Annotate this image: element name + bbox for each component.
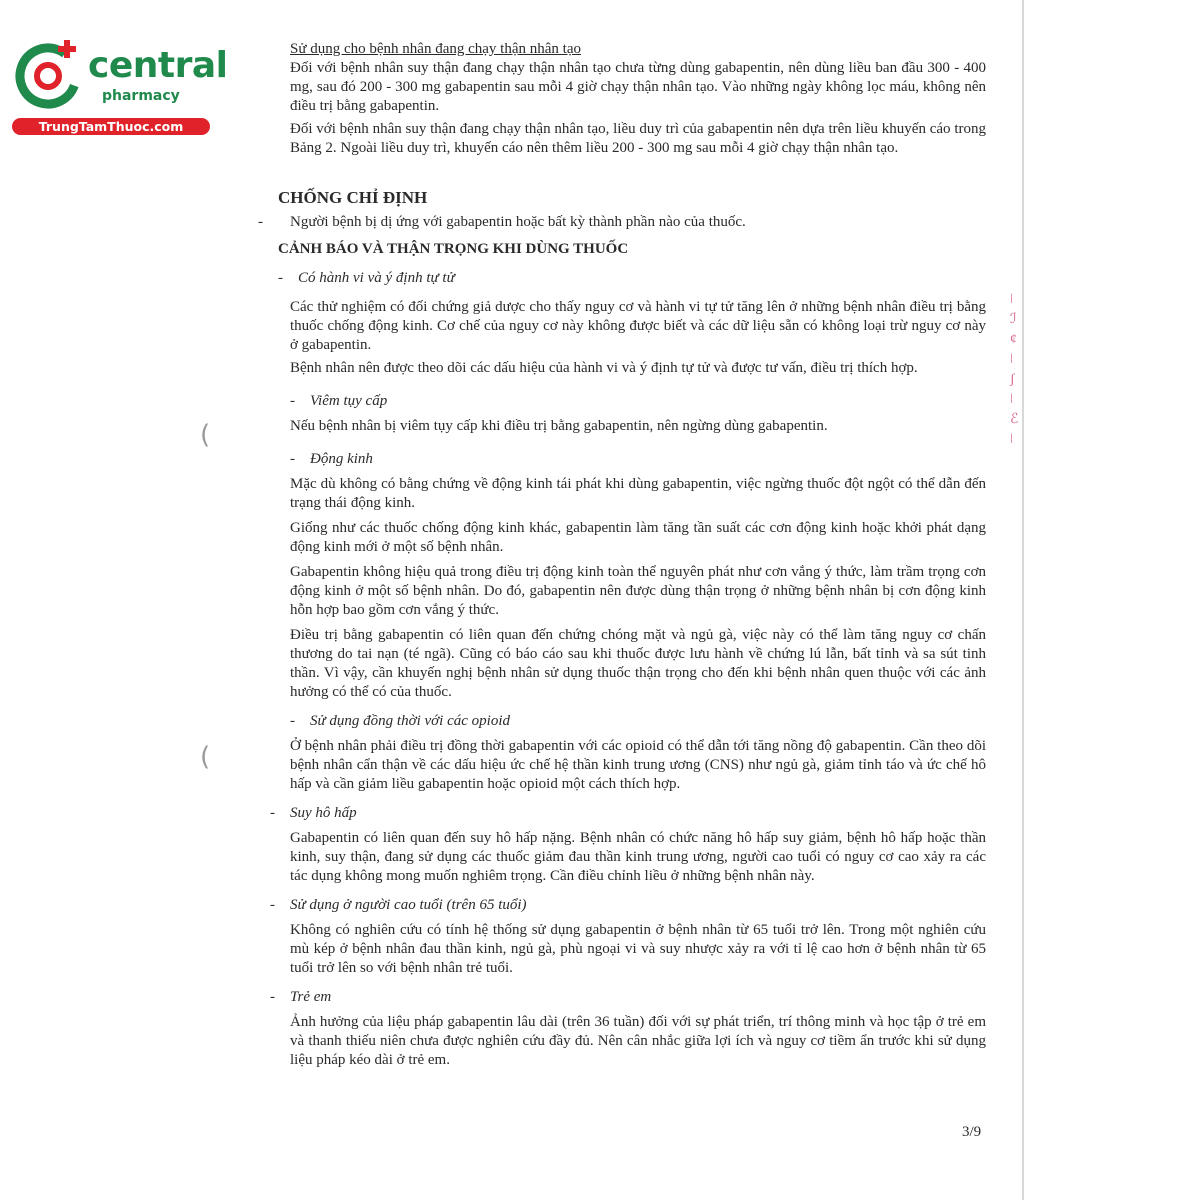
brand-subtitle: pharmacy (102, 88, 180, 104)
dash-bullet: - (290, 393, 295, 409)
dash-bullet: - (290, 451, 295, 467)
paragraph: Không có nghiên cứu có tính hệ thống sử dụng gabapentin ở bệnh nhân từ 65 tuổi trở lên. Trong một nghiên cứu mù kép ở bệnh nhân đau thần kinh, ngủ gà, phù ngoại vi và suy nhược xảy ra với tỉ lệ cao hơn ở bệnh nhân từ 65 tuổi trở lên so với bệnh nhân trẻ tuổi. (290, 922, 986, 976)
warnings-heading: CẢNH BÁO VÀ THẬN TRỌNG KHI DÙNG THUỐC (278, 241, 629, 257)
paragraph: Bệnh nhân nên được theo dõi các dấu hiệu của hành vi và ý định tự tử và được tư vấn, điều trị thích hợp. (290, 360, 918, 376)
subsection-title-text: Suy hô hấp (290, 805, 357, 821)
subsection-title (278, 450, 986, 469)
dash-bullet: - (258, 214, 263, 230)
subsection-title-text: Viêm tụy cấp (310, 393, 388, 409)
subsection-title-text: Sử dụng đồng thời với các opioid (310, 713, 511, 729)
page-number: 3/9 (962, 1124, 982, 1140)
subsection-title-text: Sử dụng ở người cao tuổi (trên 65 tuổi) (290, 897, 527, 913)
contraindication-text: Người bệnh bị dị ứng với gabapentin hoặc bất kỳ thành phần nào của thuốc. (290, 214, 746, 230)
paragraph: Gabapentin có liên quan đến suy hô hấp nặng. Bệnh nhân có chức năng hô hấp suy giảm, bệnh hô hấp hoặc thần kinh, suy thận, đang sử dụng các thuốc giảm đau thần kinh trung ương, người cao tuổi có nguy cơ cao xảy ra các tác dụng không mong muốn nghiêm trọng. Cần điều chỉnh liều ở những bệnh nhân này. (290, 830, 986, 884)
page-edge-divider (1022, 0, 1024, 1200)
paragraph: Đối với bệnh nhân suy thận đang chạy thận nhân tạo chưa từng dùng gabapentin, nên dùng liều ban đầu 300 - 400 mg, sau đó 200 - 300 mg gabapentin sau mỗi 4 giờ chạy thận nhân tạo. Vào những ngày không lọc máu, không nên điều trị bằng gabapentin. (290, 60, 986, 114)
subsection-title (278, 392, 986, 411)
subsection-title (270, 896, 986, 915)
subsection-title-text: Động kinh (310, 451, 373, 467)
subsection-title-text: Trẻ em (290, 989, 332, 1005)
binder-hole-mark: ( (200, 742, 211, 772)
subsection-title-text: Có hành vi và ý định tự tử (298, 270, 455, 286)
paragraph: Ở bệnh nhân phải điều trị đồng thời gabapentin với các opioid có thể dẫn tới tăng nồng độ gabapentin. Cần theo dõi bệnh nhân cẩn thận về các dấu hiệu ức chế hệ thần kinh trung ương (CNS) như ngủ gà, giảm tỉnh táo và ức chế hô hấp và cần giảm liều gabapentin hoặc opioid một cách thích hợp. (290, 738, 986, 792)
subsection-title (270, 988, 986, 1007)
subsection-title (278, 269, 986, 288)
contraindications-heading: CHỐNG CHỈ ĐỊNH (278, 188, 428, 207)
subsection-title (270, 804, 986, 823)
subsection-title (278, 712, 986, 731)
document-body (258, 40, 986, 1070)
binder-hole-mark: ( (200, 420, 211, 450)
paragraph: Giống như các thuốc chống động kinh khác, gabapentin làm tăng tần suất các cơn động kinh hoặc khởi phát dạng động kinh mới ở một số bệnh nhân. (290, 520, 986, 555)
paragraph: Đối với bệnh nhân suy thận đang chạy thận nhân tạo, liều duy trì của gabapentin nên dựa trên liều khuyến cáo trong Bảng 2. Ngoài liều duy trì, khuyến cáo nên thêm liều 200 - 300 mg sau mỗi 4 giờ chạy thận nhân tạo. (290, 121, 986, 156)
contraindication-item (258, 213, 986, 232)
paragraph: Các thử nghiệm có đối chứng giả dược cho thấy nguy cơ và hành vi tự tử tăng lên ở những bệnh nhân điều trị bằng thuốc chống động kinh. Cơ chế của nguy cơ này không được biết và các dữ liệu sẵn có không loại trừ nguy cơ này ở gabapentin. (290, 299, 986, 353)
dash-bullet: - (278, 270, 283, 286)
dash-bullet: - (290, 713, 295, 729)
central-pharmacy-logo[interactable] (12, 38, 228, 138)
paragraph: Mặc dù không có bằng chứng về động kinh tái phát khi dùng gabapentin, việc ngừng thuốc đột ngột có thể dẫn đến trạng thái động kinh. (290, 476, 986, 511)
paragraph: Gabapentin không hiệu quả trong điều trị động kinh toàn thể nguyên phát như cơn vắng ý thức, làm trầm trọng cơn động kinh ở một số bệnh nhân. Do đó, gabapentin nên được dùng thận trọng ở những bệnh nhân bị cơn động kinh hỗn hợp bao gồm cơn vắng ý thức. (290, 564, 986, 618)
dialysis-heading: Sử dụng cho bệnh nhân đang chạy thận nhân tạo (290, 41, 581, 57)
pharmacy-cross-icon (12, 38, 92, 118)
dash-bullet: - (270, 989, 275, 1005)
dash-bullet: - (270, 897, 275, 913)
brand-url[interactable]: TrungTamThuoc.com (12, 118, 210, 135)
red-stamp-fragment: ǀ ℐ ȼ ǀ ʃ ǀ ℰ ǀ (1010, 292, 1019, 447)
paragraph: Điều trị bằng gabapentin có liên quan đến chứng chóng mặt và ngủ gà, việc này có thể làm tăng nguy cơ chấn thương do tai nạn (té ngã). Cũng có báo cáo sau khi thuốc được lưu hành về chứng lú lẫn, bất tỉnh và sa sút tinh thần. Vì vậy, cần khuyến nghị bệnh nhân sử dụng thuốc thận trọng cho đến khi bệnh nhân quen thuộc với các ảnh hưởng có thể có của thuốc. (290, 627, 986, 700)
brand-name: central (88, 45, 228, 86)
paragraph: Nếu bệnh nhân bị viêm tụy cấp khi điều trị bằng gabapentin, nên ngừng dùng gabapentin. (290, 418, 828, 434)
paragraph: Ảnh hưởng của liệu pháp gabapentin lâu dài (trên 36 tuần) đối với sự phát triển, trí thông minh và học tập ở trẻ em và thanh thiếu niên chưa được nghiên cứu đầy đủ. Nên cân nhắc giữa lợi ích và nguy cơ tiềm ẩn trước khi sử dụng liệu pháp kéo dài ở trẻ em. (290, 1014, 986, 1068)
dash-bullet: - (270, 805, 275, 821)
